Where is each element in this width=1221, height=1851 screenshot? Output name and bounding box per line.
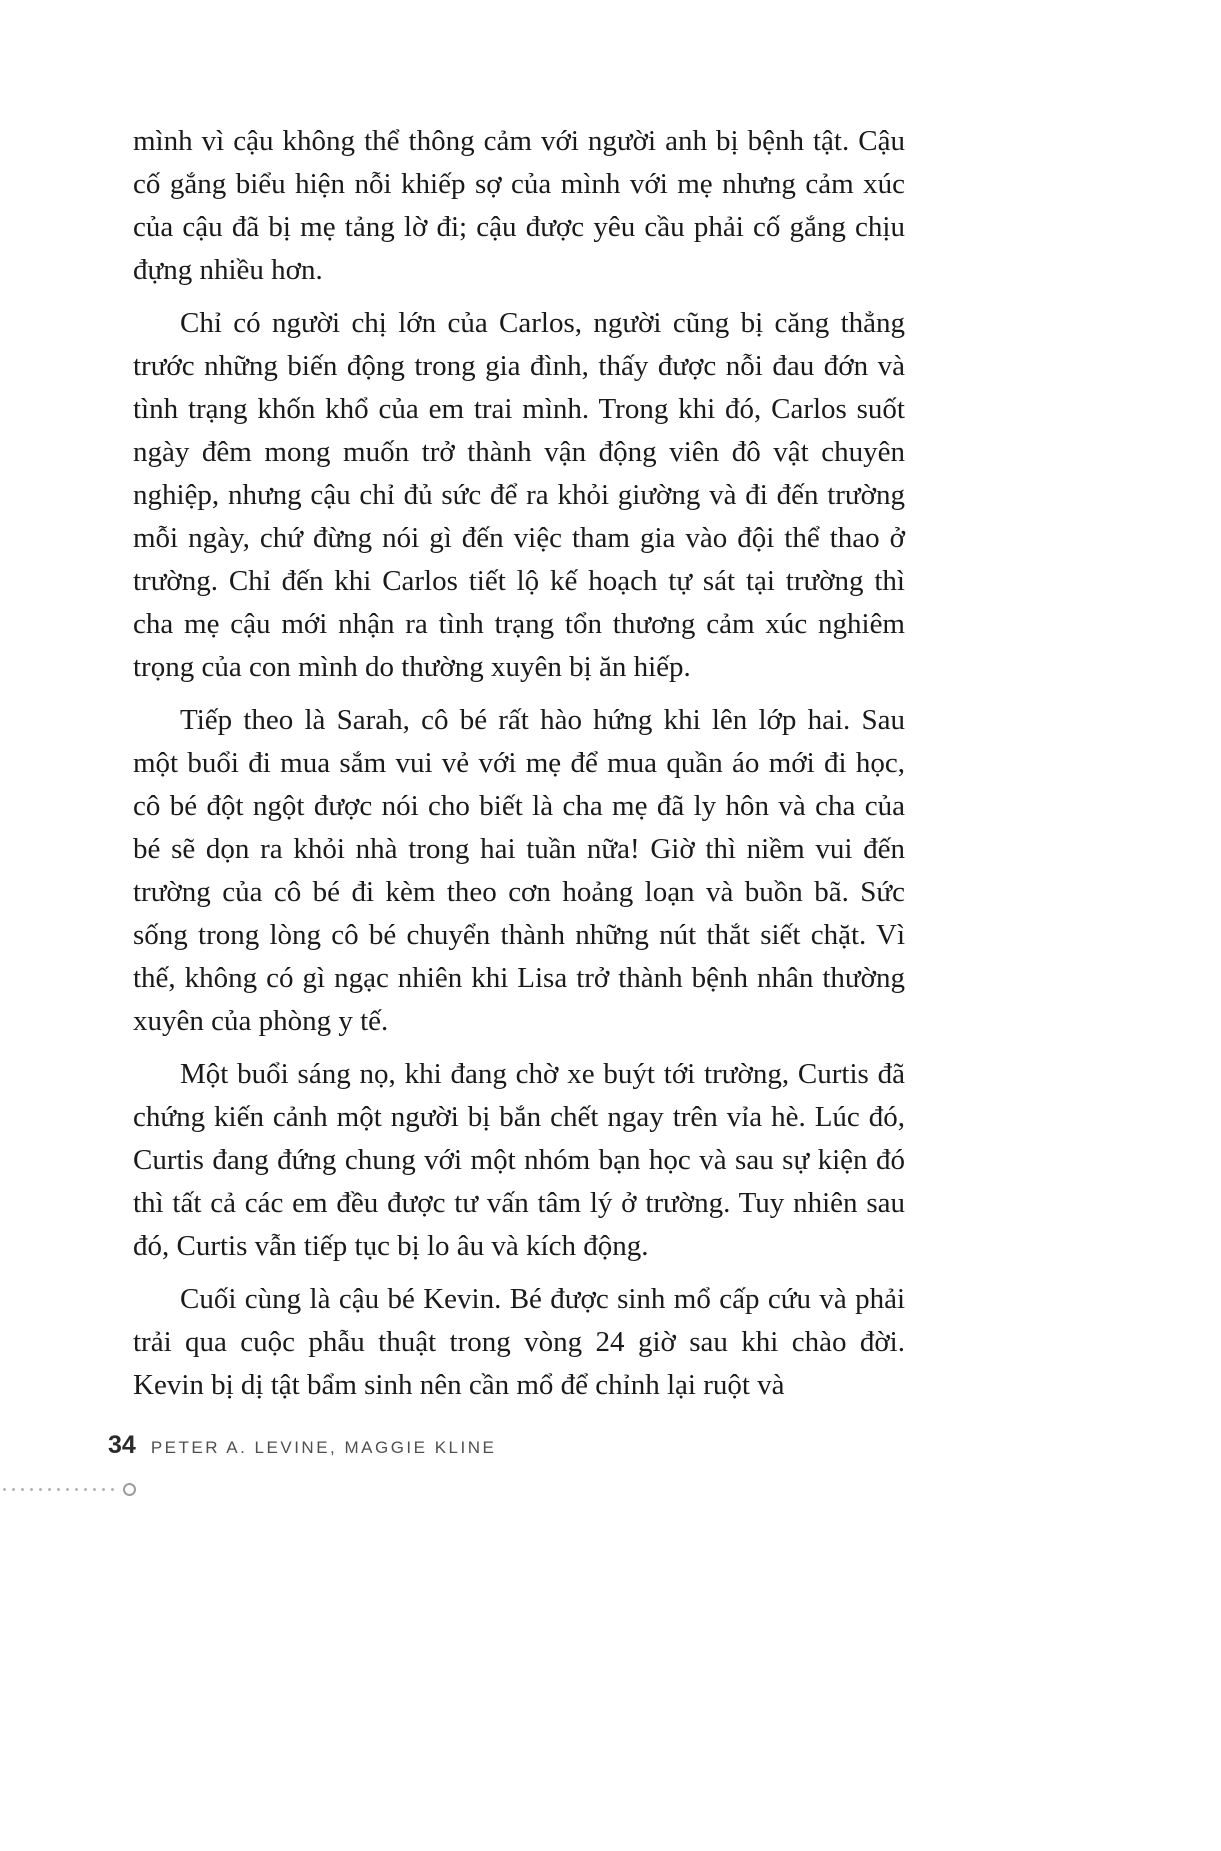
paragraph-4: Một buổi sáng nọ, khi đang chờ xe buýt tới trường, Curtis đã chứng kiến cảnh một người bị bắn chết ngay trên vỉa hè. Lúc đó, Curtis đang đứng chung với một nhóm bạn học và sau sự kiện đó thì tất cả các em đều được tư vấn tâm lý ở trường. Tuy nhiên sau đó, Curtis vẫn tiếp tục bị lo âu và kích động. xyxy=(133,1058,905,1262)
paragraph-3: Tiếp theo là Sarah, cô bé rất hào hứng khi lên lớp hai. Sau một buổi đi mua sắm vui vẻ với mẹ để mua quần áo mới đi học, cô bé đột ngột được nói cho biết là cha mẹ đã ly hôn và cha của bé sẽ dọn ra khỏi nhà trong hai tuần nữa! Giờ thì niềm vui đến trường của cô bé đi kèm theo cơn hoảng loạn và buồn bã. Sức sống trong lòng cô bé chuyển thành những nút thắt siết chặt. Vì thế, không có gì ngạc nhiên khi Lisa trở thành bệnh nhân thường xuyên của phòng y tế. xyxy=(133,704,905,1037)
paragraph-2: Chỉ có người chị lớn của Carlos, người cũng bị căng thẳng trước những biến động trong gia đình, thấy được nỗi đau đớn và tình trạng khốn khổ của em trai mình. Trong khi đó, Carlos suốt ngày đêm mong muốn trở thành vận động viên đô vật chuyên nghiệp, nhưng cậu chỉ đủ sức để ra khỏi giường và đi đến trường mỗi ngày, chứ đừng nói gì đến việc tham gia vào đội thể thao ở trường. Chỉ đến khi Carlos tiết lộ kế hoạch tự sát tại trường thì cha mẹ cậu mới nhận ra tình trạng tổn thương cảm xúc nghiêm trọng của con mình do thường xuyên bị ăn hiếp. xyxy=(133,307,905,683)
circle-marker-icon xyxy=(123,1483,136,1496)
paragraph-5: Cuối cùng là cậu bé Kevin. Bé được sinh mổ cấp cứu và phải trải qua cuộc phẫu thuật trong vòng 24 giờ sau khi chào đời. Kevin bị dị tật bẩm sinh nên cần mổ để chỉnh lại ruột và xyxy=(133,1283,905,1401)
dotted-line-decoration xyxy=(0,1487,120,1492)
page-footer xyxy=(108,1431,496,1460)
page-number: 34 xyxy=(108,1431,136,1459)
authors-running-title: PETER A. LEVINE, MAGGIE KLINE xyxy=(150,1438,497,1457)
body-text xyxy=(133,120,905,1417)
paragraph-1: mình vì cậu không thể thông cảm với người anh bị bệnh tật. Cậu cố gắng biểu hiện nỗi khiếp sợ của mình với mẹ nhưng cảm xúc của cậu đã bị mẹ tảng lờ đi; cậu được yêu cầu phải cố gắng chịu đựng nhiều hơn. xyxy=(133,125,905,286)
